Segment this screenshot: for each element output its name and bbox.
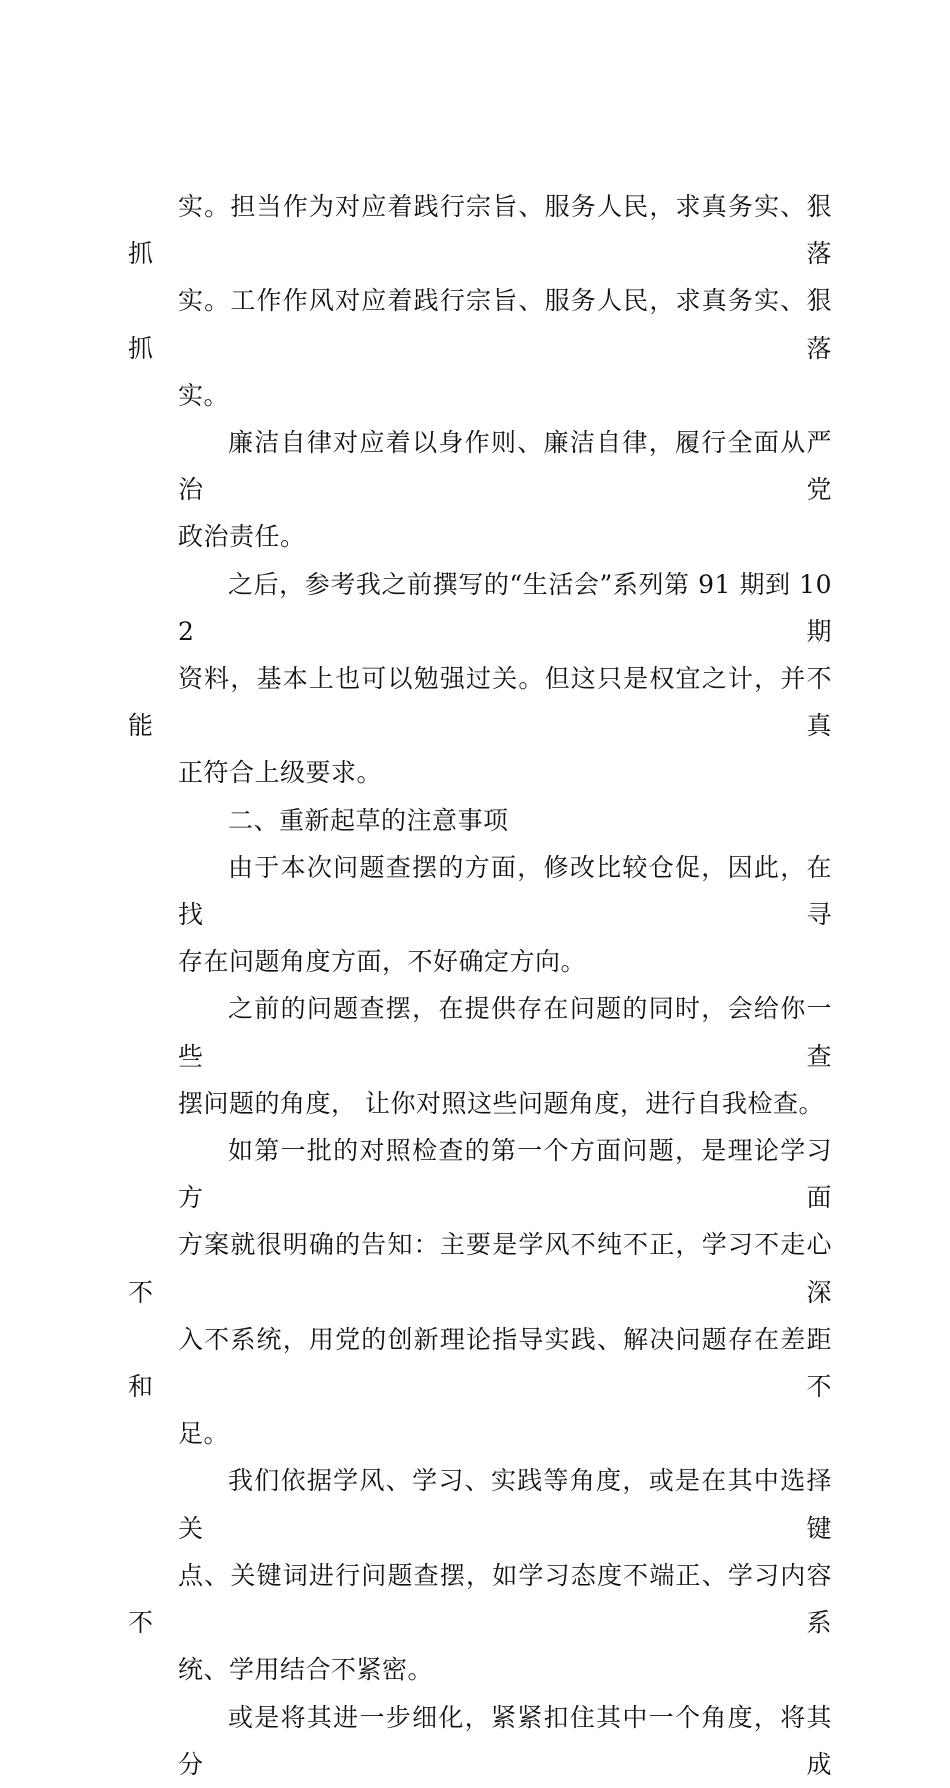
text-line: 如第一批的对照检查的第一个方面问题，是理论学习方面 (178, 1136, 832, 1213)
text-line: 足。 (178, 1419, 230, 1449)
text-line: 点、关键词进行问题查摆，如学习态度不端正、学习内容不系 (128, 1560, 832, 1638)
text-line: 实。担当作为对应着践行宗旨、服务人民，求真务实、狠抓落 (128, 192, 832, 269)
text-line: 之前的问题查摆，在提供存在问题的同时，会给你一些查 (178, 994, 832, 1071)
text-line: 我们依据学风、学习、实践等角度，或是在其中选择关键 (178, 1466, 832, 1543)
section-heading: 二、重新起草的注意事项 (228, 805, 509, 835)
text-line: 之后，参考我之前撰写的“生活会”系列第 91 期到 102 期 (178, 569, 832, 646)
text-line: 由于本次问题查摆的方面，修改比较仓促，因此，在找寻 (178, 852, 832, 930)
text-line: 入不系统，用党的创新理论指导实践、解决问题存在差距和不 (128, 1324, 832, 1402)
text-line: 资料，基本上也可以勉强过关。但这只是权宜之计，并不能真 (128, 664, 832, 741)
text-line: 正符合上级要求。 (178, 758, 383, 788)
document-body (128, 183, 832, 1788)
text-line: 存在问题角度方面，不好确定方向。 (178, 947, 587, 977)
text-line: 方案就很明确的告知：主要是学风不纯不正，学习不走心不深 (128, 1230, 832, 1307)
text-line: 摆问题的角度， 让你对照这些问题角度，进行自我检查。 (178, 1088, 824, 1118)
paragraph-2 (128, 419, 832, 561)
paragraph-1 (128, 183, 832, 419)
text-line: 廉洁自律对应着以身作则、廉洁自律，履行全面从严治党 (178, 428, 832, 505)
text-line: 政治责任。 (178, 522, 306, 552)
paragraph-9 (128, 1694, 832, 1788)
paragraph-5 (128, 844, 832, 986)
paragraph-7 (128, 1127, 832, 1457)
text-line: 或是将其进一步细化，紧紧扣住其中一个角度，将其分成 (178, 1702, 832, 1779)
text-line: 实。工作作风对应着践行宗旨、服务人民，求真务实、狠抓落 (128, 286, 832, 363)
text-line: 实。 (178, 380, 230, 410)
paragraph-4 (128, 797, 832, 844)
paragraph-8 (128, 1457, 832, 1693)
text-line: 统、学用结合不紧密。 (178, 1655, 434, 1685)
paragraph-3 (128, 561, 832, 797)
paragraph-6 (128, 985, 832, 1127)
